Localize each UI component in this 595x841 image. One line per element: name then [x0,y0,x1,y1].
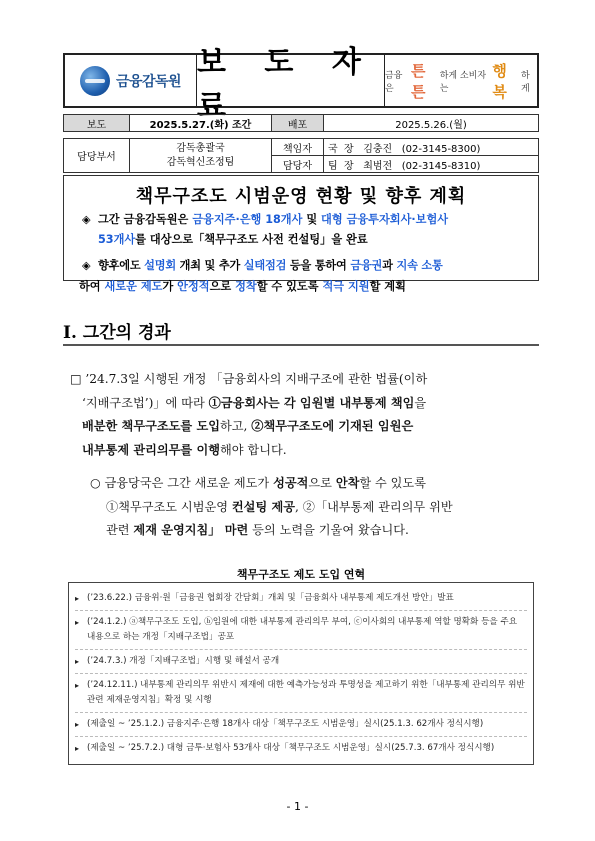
page-number: - 1 - [286,800,309,813]
diamond-bullet-icon: ◈ [82,213,91,226]
chronology-box [68,582,534,765]
highlight: 실태점검 [243,259,287,272]
contact-title: 국 장 [328,143,354,155]
slogan-text: 하게 [521,70,530,94]
text-line [70,415,540,439]
fss-logo [65,55,197,106]
chronology-item [75,674,527,713]
slogan-text: 하게 소비자는 [439,70,487,94]
text: 하여 [79,280,105,293]
chronology-item [75,611,527,650]
slogan [385,55,537,106]
text: ○ 금융당국은 그간 새로운 제도가 [90,476,274,490]
chronology-item [75,737,527,760]
report-label: 보도 [64,115,130,132]
bold-text: 제재 운영지침」 마련 [133,523,249,537]
staff-person [324,156,539,173]
slogan-highlight: 튼튼 [411,61,426,101]
slogan-text: 금융은 [385,70,403,94]
distribution-label: 배포 [272,115,324,132]
highlight: 지속 소통 [396,259,443,272]
arrow-bullet-icon: ▸ [75,720,80,729]
bold-text: 컨설팅 제공 [231,499,296,514]
text: 으로 [209,280,236,293]
chronology-item [75,650,527,674]
summary-bullet-2-cont [79,277,406,297]
distribution-date: 2025.5.26.(월) [324,115,539,132]
text: 해야 합니다. [220,442,287,457]
headline: 책무구조도 시범운영 현황 및 향후 계획 [135,186,467,207]
bold-text: ②책무구조도에 기재된 임원은 [251,419,414,433]
text: 등의 노력을 기울여 왔습니다. [248,523,409,537]
text: ①책무구조도 시범운영 [106,499,232,514]
responsible-person [324,139,539,156]
arrow-bullet-icon: ▸ [75,594,80,603]
text-line [90,472,540,496]
text: 으로 [308,476,336,490]
dept-label: 담당부서 [64,139,130,173]
slogan-highlight: 행복 [492,61,507,101]
summary-bullet-2 [82,256,540,276]
text: 그간 금융감독원은 [98,213,193,226]
chronology-text: (’23.6.22.) 금융위·원「금융권 협회장 간담회」개최 및「금융회사 내부통제 제도개선 방안」발표 [87,593,454,603]
highlight: 설명회 [144,259,176,272]
text: 관련 [106,523,134,537]
press-release-title: 보 도 자 료 [197,55,385,106]
text: 할 수 있도록 [256,280,323,293]
highlight: 금융권 [350,259,383,272]
contact-phone: (02-3145-8300) [401,143,481,155]
paragraph-2 [90,472,540,543]
section-divider [63,344,539,346]
paragraph-1 [70,368,540,462]
bold-text: 배분한 책무구조도를 도입 [82,419,220,433]
fss-emblem-icon [80,66,110,96]
highlight: 정착 [235,280,257,293]
highlight: 대형 금융투자회사·보험사 [321,213,449,226]
text: 과 [382,259,397,272]
text: , ②「내부통제 관리의무 위반 [295,499,453,514]
text: 를 대상으로「책무구조도 사전 컨설팅」을 완료 [135,233,368,246]
highlight: 금융지주·은행 18개사 [192,213,303,226]
chronology-title [63,566,539,582]
chronology-item [75,587,527,611]
text: 및 [302,213,322,226]
chronology-text: (’24.1.2.) ⓐ책무구조도 도입, ⓑ임원에 대한 내부통제 관리의무 부여, ⓒ이사회의 내부통제 역할 명확화 등을 주요 내용으로 하는 개정「지배구조법」공포 [87,617,518,642]
arrow-bullet-icon: ▸ [75,657,80,666]
press-header [63,44,539,124]
contact-name: 김충진 [363,143,393,155]
highlight: 새로운 제도 [104,280,163,293]
chronology-text: (제출일 ~ ’25.7.2.) 대형 금투·보험사 53개사 대상「책무구조도 시범운영」실시(25.7.3. 67개사 정식시행) [87,743,495,753]
chronology-item [75,713,527,737]
highlight: 53개사 [98,233,136,246]
text: 하고, [220,419,252,433]
highlight: 적극 지원 [322,280,370,293]
chronology-text: (제출일 ~ ’25.1.2.) 금융지주·은행 18개사 대상「책무구조도 시범운영」실시(25.1.3. 62개사 정식시행) [87,719,484,729]
text-line [70,392,540,416]
responsible-label: 책임자 [272,139,324,156]
contact-name: 최범전 [363,160,393,172]
summary-box [63,175,539,281]
release-date-table [63,114,539,132]
arrow-bullet-icon: ▸ [75,618,80,627]
bold-text: 안착 [335,476,360,490]
text: 향후에도 [98,259,145,272]
dept-line: 감독총괄국 [176,142,225,154]
highlight: 안정적 [177,280,210,293]
summary-bullet-1 [82,210,532,250]
text: 할 계획 [369,280,406,293]
bold-text: 성공적 [273,476,309,490]
staff-label: 담당자 [272,156,324,173]
arrow-bullet-icon: ▸ [75,681,80,690]
report-date: 2025.5.27.(화) 조간 [130,115,272,132]
text: ‘지배구조법’)」에 따라 [82,395,209,410]
contact-phone: (02-3145-8310) [401,160,481,172]
contact-table [63,138,539,173]
org-name: 금융감독원 [115,73,182,90]
bold-text: ①금융회사는 각 임원별 내부통제 책임 [208,395,415,410]
diamond-bullet-icon: ◈ [82,259,91,272]
text-line [90,519,540,543]
chronology-text: (’24.7.3.) 개정「지배구조법」시행 및 해설서 공개 [87,656,280,666]
text-line [70,439,540,463]
chronology-title-text: 책무구조도 제도 도입 연혁 [236,568,366,581]
text: 을 [414,395,427,410]
text-line: □ ’24.7.3일 시행된 개정 「금융회사의 지배구조에 관한 법률(이하 [70,372,428,386]
text: 가 [162,280,178,293]
text-line [90,496,540,520]
contact-title: 팀 장 [328,160,354,172]
text: 할 수 있도록 [359,476,426,490]
text: 개최 및 추가 [175,259,244,272]
text: 등을 통하여 [286,259,351,272]
chronology-text: (’24.12.11.) 내부통제 관리의무 위반시 제재에 대한 예측가능성과 투명성을 제고하기 위한「내부통제 관리의무 위반 관련 제재운영지침」확정 및 시행 [87,680,525,705]
arrow-bullet-icon: ▸ [75,744,80,753]
dept-name [130,139,272,173]
bold-text: 내부통제 관리의무를 이행 [82,442,220,457]
dept-line: 감독혁신조정팀 [166,156,235,168]
section-heading: Ⅰ. 그간의 경과 [63,323,171,343]
